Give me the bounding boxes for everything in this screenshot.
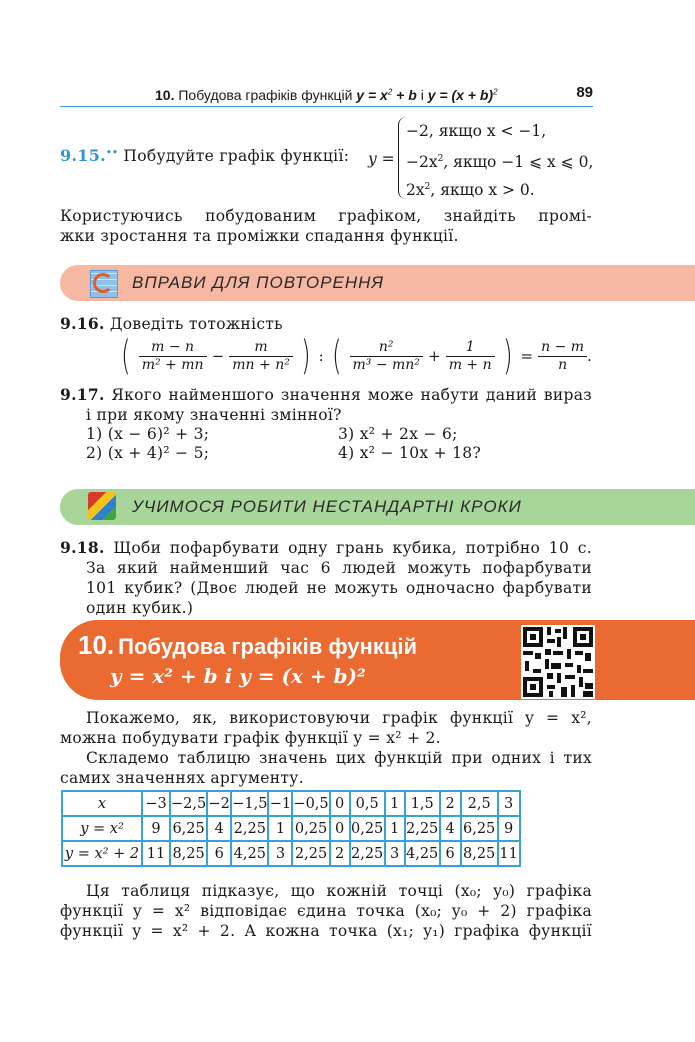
values-table xyxy=(61,790,521,867)
piecewise-case-2: $-2x^2$, якщо −1 ⩽ x ⩽ 0, xyxy=(406,153,594,172)
table-row xyxy=(62,791,520,816)
table-cell: 6 xyxy=(440,841,461,866)
rubiks-cube-icon xyxy=(88,492,116,520)
piecewise-case-1: −2, якщо x < −1, xyxy=(406,122,547,140)
fraction-1: $\frac{m - n}{\text{m² + mn}}$ xyxy=(139,339,207,374)
table-cell: −2 xyxy=(207,791,231,816)
qr-code[interactable] xyxy=(521,625,595,699)
fraction-2: $\frac{m}{\text{mn + n²}}$ xyxy=(229,339,293,374)
table-cell: 0,5 xyxy=(350,791,385,816)
exercise-9-18-line-1 xyxy=(60,538,592,558)
page-number: 89 xyxy=(576,84,593,101)
table-row xyxy=(62,816,520,841)
table-cell: 0,25 xyxy=(292,816,329,841)
fraction-3: $\frac{\text{n²}}{\text{m³ − mn²}}$ xyxy=(350,339,423,374)
table-cell: 2,25 xyxy=(292,841,329,866)
table-cell: 1 xyxy=(385,816,405,841)
table-cell: −3 xyxy=(142,791,170,816)
option-4: 4) x² − 10x + 18? xyxy=(338,444,482,462)
table-cell: 1,5 xyxy=(405,791,440,816)
exercise-9-15-line-2: жки зростання та проміжки спадання функції. xyxy=(60,227,459,245)
exercise-9-16-statement xyxy=(60,314,283,334)
table-cell: 2 xyxy=(330,841,350,866)
fraction-5: $\frac{n - m}{n}$ xyxy=(538,339,587,374)
banner-title: УЧИМОСЯ РОБИТИ НЕСТАНДАРТНІ КРОКИ xyxy=(132,497,522,516)
table-row xyxy=(62,841,520,866)
table-cell: 1 xyxy=(268,816,292,841)
exercise-9-18-line-4: один кубик.) xyxy=(86,599,194,617)
header-formula-1-exp: 2 xyxy=(387,87,393,97)
table-cell: 4 xyxy=(207,816,231,841)
table-cell: 2 xyxy=(440,791,461,816)
running-header xyxy=(60,84,593,107)
exercise-number: 9.16. xyxy=(60,314,105,333)
piecewise-case-3: $2x^2$, якщо x > 0. xyxy=(406,181,535,200)
table-cell: 3 xyxy=(268,841,292,866)
table-cell: 6,25 xyxy=(461,816,498,841)
exercise-number: 9.17. xyxy=(60,385,105,404)
table-cell: 6,25 xyxy=(170,816,207,841)
exercise-text: Щоби пофарбувати одну грань кубика, потрібно 10 с. xyxy=(113,539,592,557)
review-exercises-banner xyxy=(60,265,695,301)
option-1: 1) (x − 6)² + 3; xyxy=(86,425,210,443)
paragraph-1-line-2: можна побудувати графік функції y = x² + 2. xyxy=(60,729,441,747)
table-cell: 3 xyxy=(385,841,405,866)
row-label: y = x² + 2 xyxy=(62,841,142,866)
refresh-icon xyxy=(93,273,113,293)
header-title-text: Побудова графіків функцій xyxy=(178,87,353,103)
table-cell: 4,25 xyxy=(405,841,440,866)
section-title-block xyxy=(60,620,695,700)
table-cell: 0,25 xyxy=(350,816,385,841)
option-3: 3) x² + 2x − 6; xyxy=(338,425,458,443)
header-conjunction: і xyxy=(420,87,424,103)
exercise-text: Доведіть тотожність xyxy=(109,315,283,333)
table-cell: 6 xyxy=(207,841,231,866)
row-label: x xyxy=(62,791,142,816)
table-cell: 2,5 xyxy=(461,791,498,816)
paragraph-3-line-1: Ця таблиця підказує, що кожній точці (x₀; y₀) графіка xyxy=(86,882,592,900)
paragraph-3-line-2: функції y = x² відповідає єдина точка (x₀; y₀ + 2) графіка xyxy=(60,902,592,920)
header-formula-2: y = (x + b) xyxy=(427,87,494,103)
table-cell: 2,25 xyxy=(231,816,268,841)
table-cell: 9 xyxy=(142,816,170,841)
fraction-4: $\frac{1}{m + n}$ xyxy=(446,339,495,374)
table-cell: 3 xyxy=(498,791,520,816)
table-cell: 8,25 xyxy=(170,841,207,866)
section-title-line-1 xyxy=(78,630,417,661)
nonstandard-steps-banner xyxy=(60,489,695,525)
table-cell: 2,25 xyxy=(350,841,385,866)
section-title-line-2: y = x² + b і y = (x + b)² xyxy=(110,664,366,688)
paragraph-3-line-3: функції y = x² + 2. А кожна точка (x₁; y₁) графіка функції xyxy=(60,922,592,940)
banner-title: ВПРАВИ ДЛЯ ПОВТОРЕННЯ xyxy=(132,273,384,292)
row-label: y = x² xyxy=(62,816,142,841)
section-number: 10. xyxy=(78,630,115,660)
header-section-number: 10. xyxy=(155,87,175,103)
table-cell: 0 xyxy=(330,791,350,816)
identity-formula: ( $\frac{m - n}{\text{m² + mn}}$ − $\frac{m}{\text{mn + n²}}$ ) : ( $\frac{\text{n²}}{\text{m³ − mn²}}$ + $\frac{1}{m + n}$ ) = $\frac{n - m}{n}$ . xyxy=(121,333,592,379)
paragraph-1-line-1: Покажемо, як, використовуючи графік функції y = x², xyxy=(86,709,592,727)
table-cell: 4 xyxy=(440,816,461,841)
table-cell: −1 xyxy=(268,791,292,816)
section-title-text: Побудова графіків функцій xyxy=(118,634,417,659)
qr-code-icon xyxy=(521,625,595,699)
exercise-9-17-line-1 xyxy=(60,385,592,405)
table-cell: 1 xyxy=(385,791,405,816)
exercise-number: 9.15. xyxy=(60,146,107,166)
header-formula-1-tail: + b xyxy=(392,87,417,103)
header-formula-2-exp: 2 xyxy=(493,87,498,97)
exercise-9-15-line-1: Користуючись побудованим графіком, знайдіть промі- xyxy=(60,207,592,225)
table-cell: 4,25 xyxy=(231,841,268,866)
difficulty-mark: •• xyxy=(106,148,119,158)
table-cell: 9 xyxy=(498,816,520,841)
table-cell: −0,5 xyxy=(292,791,329,816)
exercise-9-18-line-2: За який найменший час 6 людей можуть пофарбувати xyxy=(86,559,592,577)
table-cell: 2,25 xyxy=(405,816,440,841)
exercise-9-17-line-2: і при якому значенні змінної? xyxy=(86,406,342,424)
table-cell: 0 xyxy=(330,816,350,841)
exercise-9-18-line-3: 101 кубик? (Двоє людей не можуть одночасно фарбувати xyxy=(86,579,592,597)
exercise-number: 9.18. xyxy=(60,538,105,557)
piecewise-y-label: y = xyxy=(368,150,395,168)
table-cell: 11 xyxy=(142,841,170,866)
header-formula-1: y = x xyxy=(356,87,388,103)
table-cell: 8,25 xyxy=(461,841,498,866)
exercise-9-15-statement xyxy=(60,143,349,166)
exercise-text: Побудуйте графік функції: xyxy=(123,147,350,166)
table-cell: −2,5 xyxy=(170,791,207,816)
paragraph-2-line-1: Складемо таблицю значень цих функцій при одних і тих xyxy=(86,749,592,767)
header-title xyxy=(155,87,498,103)
table-cell: −1,5 xyxy=(231,791,268,816)
exercise-text: Якого найменшого значення може набути даний вираз xyxy=(111,386,592,404)
option-2: 2) (x + 4)² − 5; xyxy=(86,444,210,462)
table-cell: 11 xyxy=(498,841,520,866)
paragraph-2-line-2: самих значеннях аргументу. xyxy=(60,769,304,787)
